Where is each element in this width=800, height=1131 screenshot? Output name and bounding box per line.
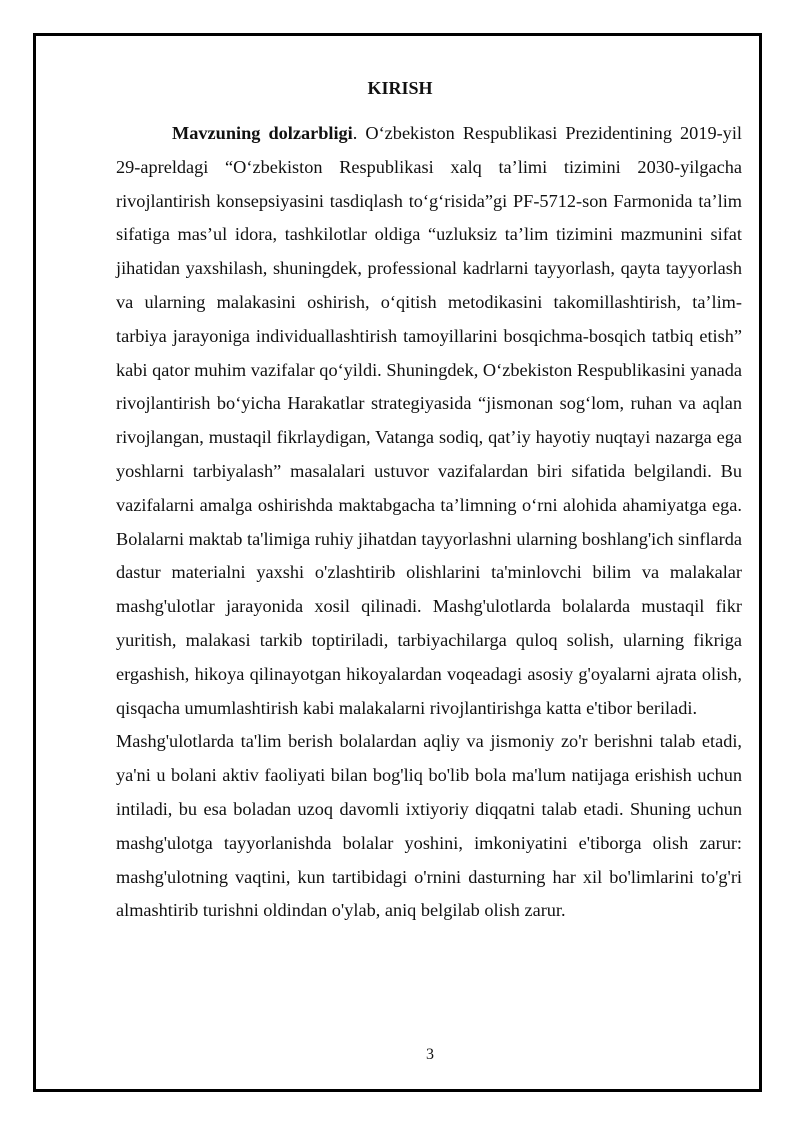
document-body bbox=[116, 117, 742, 928]
paragraph-relevance bbox=[116, 117, 742, 725]
paragraph-lessons: Mashg'ulotlarda ta'lim berish bolalardan aqliy va jismoniy zo'r berishni talab etadi, ya'ni u bolani aktiv faoliyati bilan bog'liq bo'lib bola ma'lum natijaga erishish uchun intiladi, bu esa boladan uzoq davomli ixtiyoriy diqqatni talab etadi. Shuning uchun mashg'ulotga tayyorlanishda bolalar yoshini, imkoniyatini e'tiborga olish zarur: mashg'ulotning vaqtini, kun tartibidagi o'rnini dasturning har xil bo'limlarini to'g'ri almashtirib turishni oldindan o'ylab, aniq belgilab olish zarur. bbox=[116, 731, 742, 921]
page-title: KIRISH bbox=[367, 78, 433, 98]
paragraph-body-text: . O‘zbekiston Respublikasi Prezidentining 2019-yil 29-apreldagi “O‘zbekiston Respublikasi xalq ta’limi tizimini 2030-yilgacha rivojlantirish konsepsiyasini tasdiqlash to‘g‘risida”gi PF-5712-son Farmonida ta’lim sifatiga mas’ul idora, tashkilotlar oldiga “uzluksiz ta’lim tizimini mazmunini sifat jihatidan yaxshilash, shuningdek, professional kadrlarni tayyorlash, qayta tayyorlash va ularning malakasini oshirish, o‘qitish metodikasini takomillashtirish, ta’lim-tarbiya jarayoniga individuallashtirish tamoyillarini bosqichma-bosqich tatbiq etish” kabi qator muhim vazifalar qo‘yildi. Shuningdek, O‘zbekiston Respublikasini yanada rivojlantirish bo‘yicha Harakatlar strategiyasida “jismonan sog‘lom, ruhan va aqlan rivojlangan, mustaqil fikrlaydigan, Vatanga sodiq, qat’iy hayotiy nuqtayi nazarga ega yoshlarni tarbiyalash” masalalari ustuvor vazifalardan biri sifatida belgilandi. Bu vazifalarni amalga oshirishda maktabgacha ta’limning o‘rni alohida ahamiyatga ega. Bolalarni maktab ta'limiga ruhiy jihatdan tayyorlashni ularning boshlang'ich sinflarda dastur materialni yaxshi o'zlashtirib olishlarini ta'minlovchi bilim va malakalar mashg'ulotlar jarayonida xosil qilinadi. Mashg'ulotlarda bolalarda mustaqil fikr yuritish, malakasi tarkib toptiriladi, tarbiyachilarga quloq solish, ularning fikriga ergashish, hikoya qilinayotgan hikoyalardan voqeadagi asosiy g'oyalarni ajrata olish, qisqacha umumlashtirish kabi malakalarni rivojlantirishga katta e'tibor beriladi. bbox=[116, 123, 742, 718]
paragraph-lead-heading: Mavzuning dolzarbligi bbox=[172, 123, 353, 143]
page-number: 3 bbox=[426, 1046, 434, 1063]
